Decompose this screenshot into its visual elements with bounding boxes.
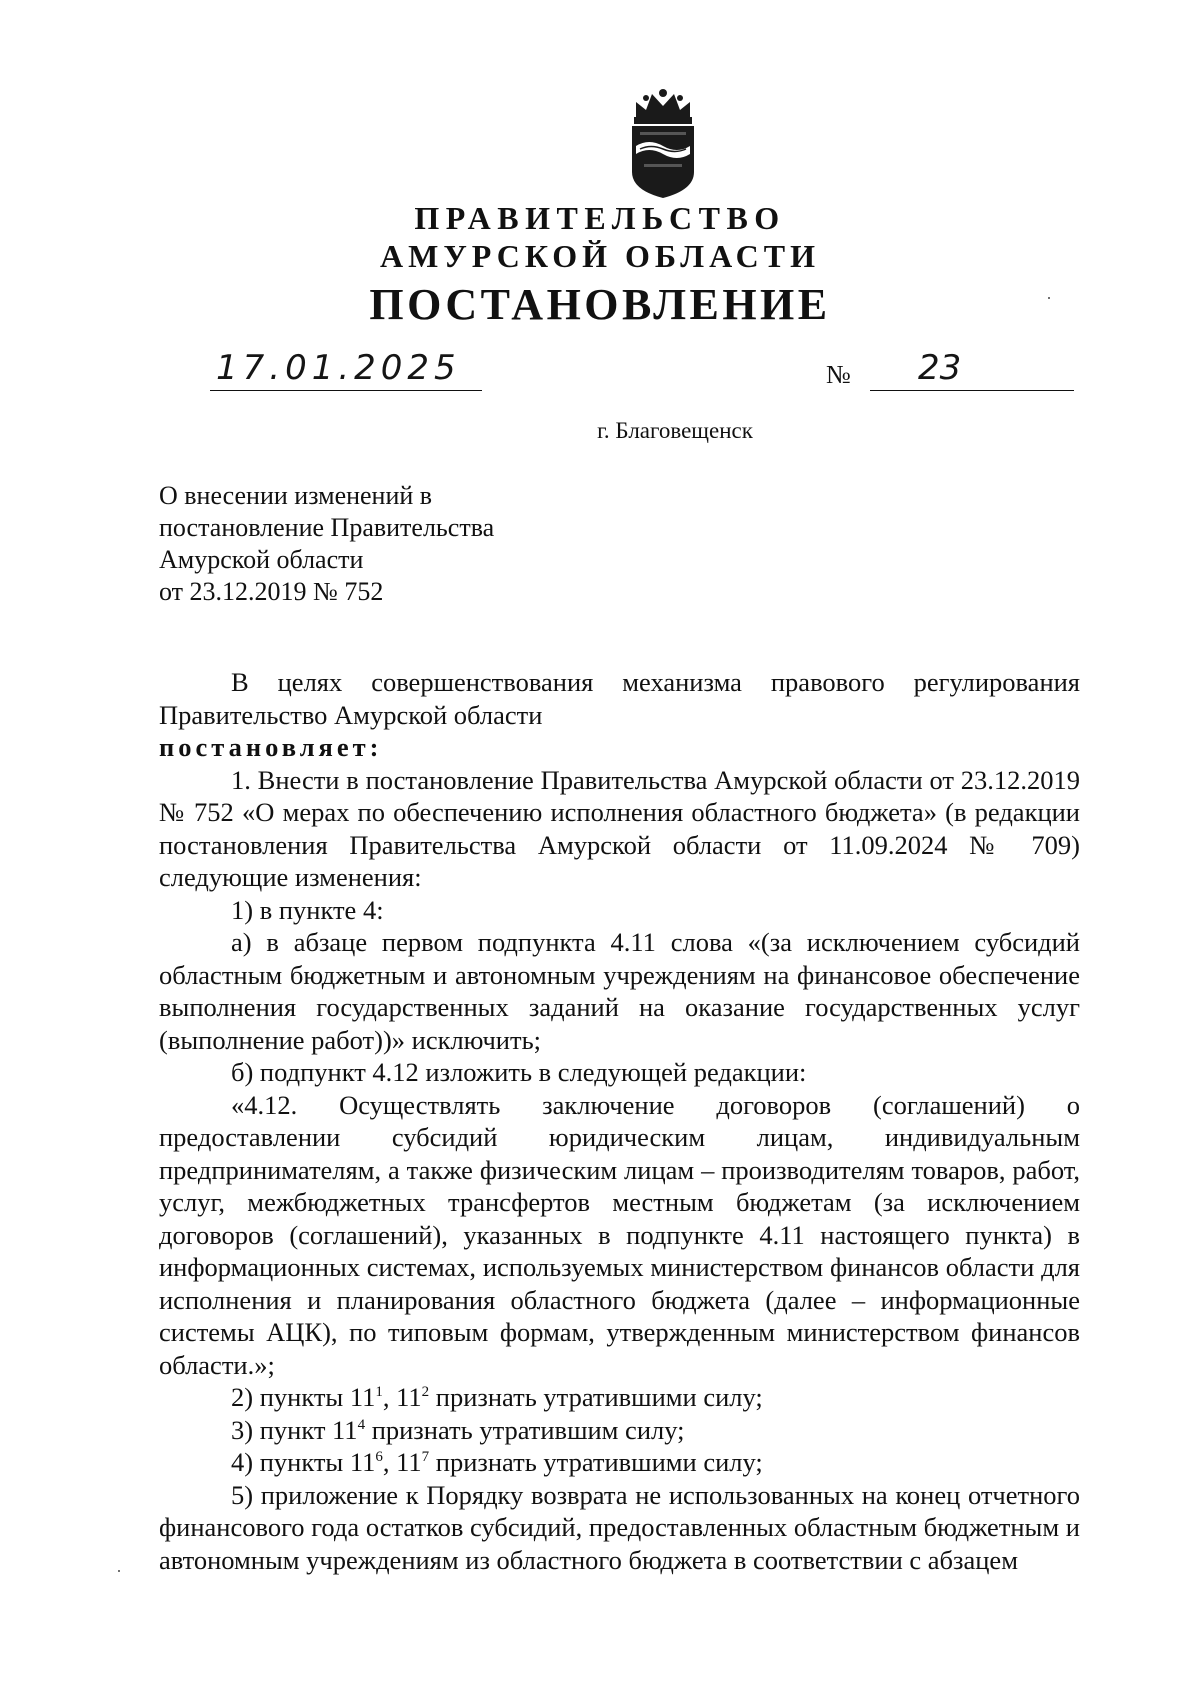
document-type: ПОСТАНОВЛЕНИЕ xyxy=(369,280,831,329)
item-3: 3) пункт $11^4$ признать утратившим силу; xyxy=(231,1414,685,1445)
subject-line: Амурской области xyxy=(159,545,364,574)
coat-of-arms-emblem xyxy=(622,88,704,200)
item-1-1-a: а) в абзаце первом подпункта 4.11 слова «(за исключением субсидий областным бюджетным и автономным учреждениям на финансовое обеспечение выполнения государственных заданий на оказание государственных услуг (выполнение работ))» исключить; xyxy=(159,927,1080,1055)
item-1-1-b: б) подпункт 4.12 изложить в следующей редакции: xyxy=(231,1057,807,1087)
scan-speck xyxy=(118,1570,120,1572)
subject-line: от 23.12.2019 № 752 xyxy=(159,577,384,606)
item-2: 2) пункты $11^1$, $11^2$ признать утратившими силу; xyxy=(231,1382,763,1412)
item-5: 5) приложение к Порядку возврата не использованных на конец отчетного финансового года остатков субсидий, предоставленных областным бюджетным и автономным учреждениям из областного бюджета в соответствии с абзацем xyxy=(159,1479,1080,1575)
city: г. Благовещенск xyxy=(597,418,753,443)
subject-line: О внесении изменений в xyxy=(159,481,433,510)
preamble: В целях совершенствования механизма правового регулирования Правительство Амурской области xyxy=(159,667,1080,730)
item-1-1-b-text: «4.12. Осуществлять заключение договоров (соглашений) о предоставлении субсидий юридическим лицам, индивидуальным предпринимателям, а также физическим лицам – производителям товаров, работ, услуг, межбюджетных трансфертов местным бюджетам (за исключением договоров (соглашений), указанных в подпункте 4.11 настоящего пункта) в информационных системах, используемых министерством финансов области для исполнения и планирования областного бюджета (далее – информационные системы АЦК), по типовым формам, утвержденным министерством финансов области.»; xyxy=(159,1089,1080,1380)
number-label: № xyxy=(826,360,851,389)
number-field xyxy=(870,350,1074,391)
region-title: АМУРСКОЙ ОБЛАСТИ xyxy=(380,238,820,274)
subject-line: постановление Правительства xyxy=(159,513,495,542)
item-1: 1. Внести в постановление Правительства Амурской области от 23.12.2019 № 752 «О мерах по обеспечению исполнения областного бюджета» (в редакции постановления Правительства Амурской области от 11.09.2024 № 709) следующие изменения: xyxy=(159,764,1080,892)
resolves-word: постановляет: xyxy=(159,732,383,762)
government-title: ПРАВИТЕЛЬСТВО xyxy=(414,200,786,236)
resolves-paragraph xyxy=(159,731,1080,764)
item-1-1: 1) в пункте 4: xyxy=(231,894,384,925)
scan-speck xyxy=(1048,297,1050,299)
date-field xyxy=(210,350,482,391)
item-4: 4) пункты $11^6$, $11^7$ признать утратившими силу; xyxy=(231,1447,763,1477)
handwritten-date: 17.01.2025 xyxy=(216,348,461,388)
handwritten-number: 23 xyxy=(918,348,962,388)
document-body xyxy=(159,666,1080,1576)
document-subject xyxy=(159,480,494,608)
